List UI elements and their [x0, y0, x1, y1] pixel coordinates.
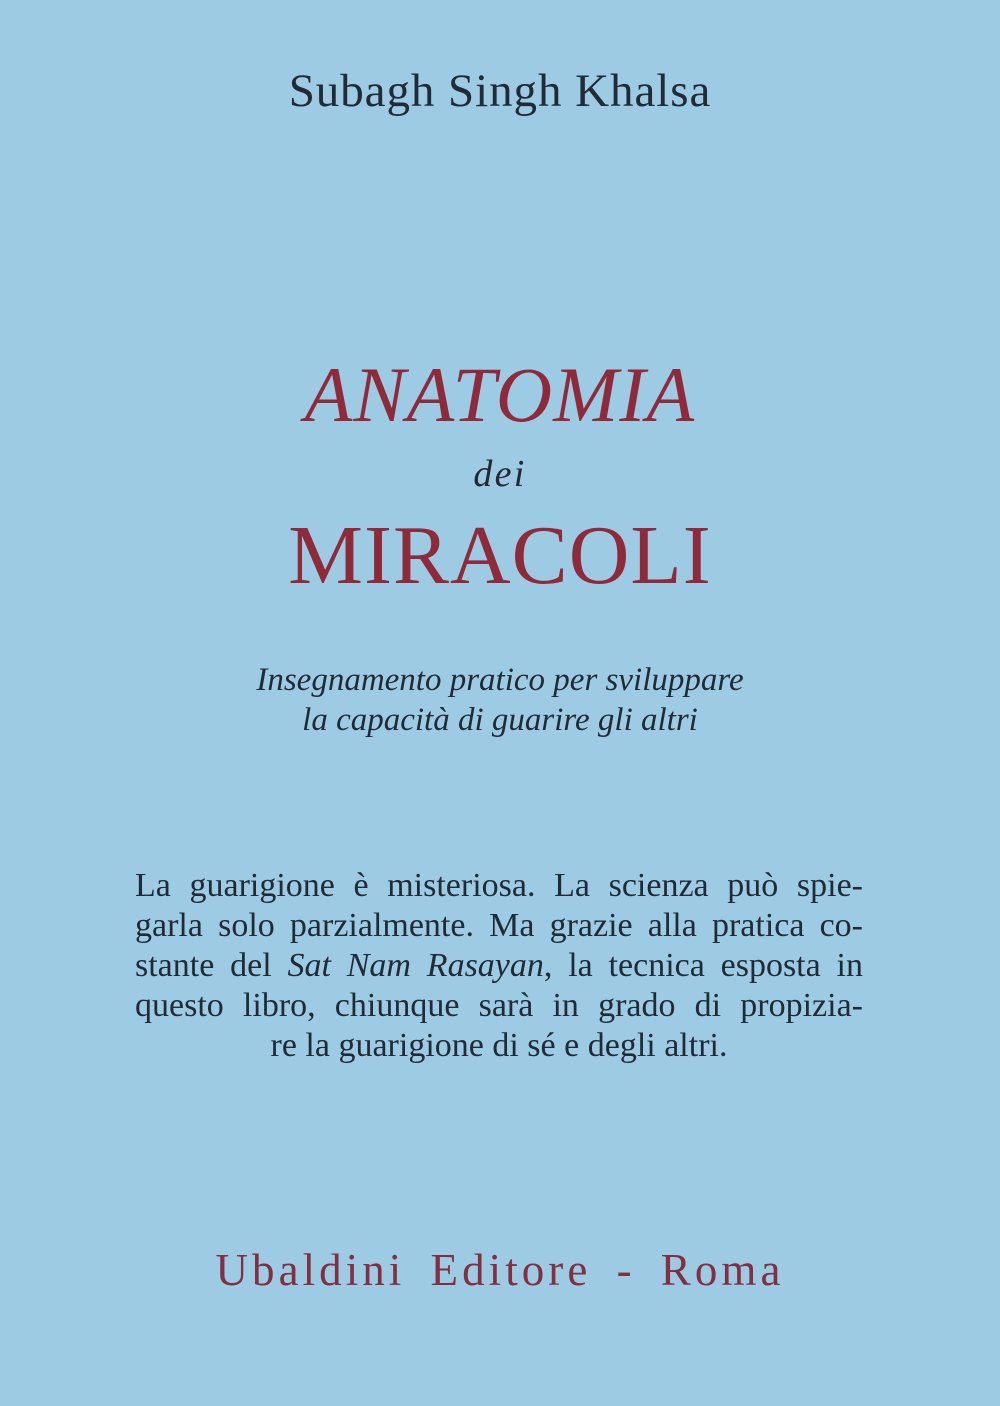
blurb-line-3-suffix: , la tecnica esposta in [543, 947, 863, 984]
title-connector-dei: dei [473, 453, 527, 495]
blurb-line-1: La guarigione è misteriosa. La scienza può spie- [135, 867, 863, 904]
subtitle-line-2: la capacità di guarire gli altri [302, 702, 698, 738]
blurb-line-4: questo libro, chiunque sarà in grado di propizia- [135, 987, 863, 1024]
blurb-line-2: garla solo parzialmente. Ma grazie alla pratica co- [135, 907, 863, 944]
back-blurb [135, 866, 863, 1066]
subtitle-line-1: Insegnamento pratico per sviluppare [256, 662, 744, 698]
author-name: Subagh Singh Khalsa [288, 65, 712, 117]
publisher-imprint: Ubaldini Editore - Roma [215, 1245, 785, 1295]
blurb-line-3-book-technique: Sat Nam Rasayan [287, 947, 544, 984]
subtitle [0, 660, 1000, 740]
blurb-line-3-prefix: stante del [135, 947, 288, 984]
title-line-anatomia: ANATOMIA [304, 351, 696, 438]
title-line-miracoli: MIRACOLI [288, 509, 712, 602]
blurb-line-3 [135, 946, 863, 986]
blurb-line-5: re la guarigione di sé e degli altri. [270, 1027, 728, 1064]
